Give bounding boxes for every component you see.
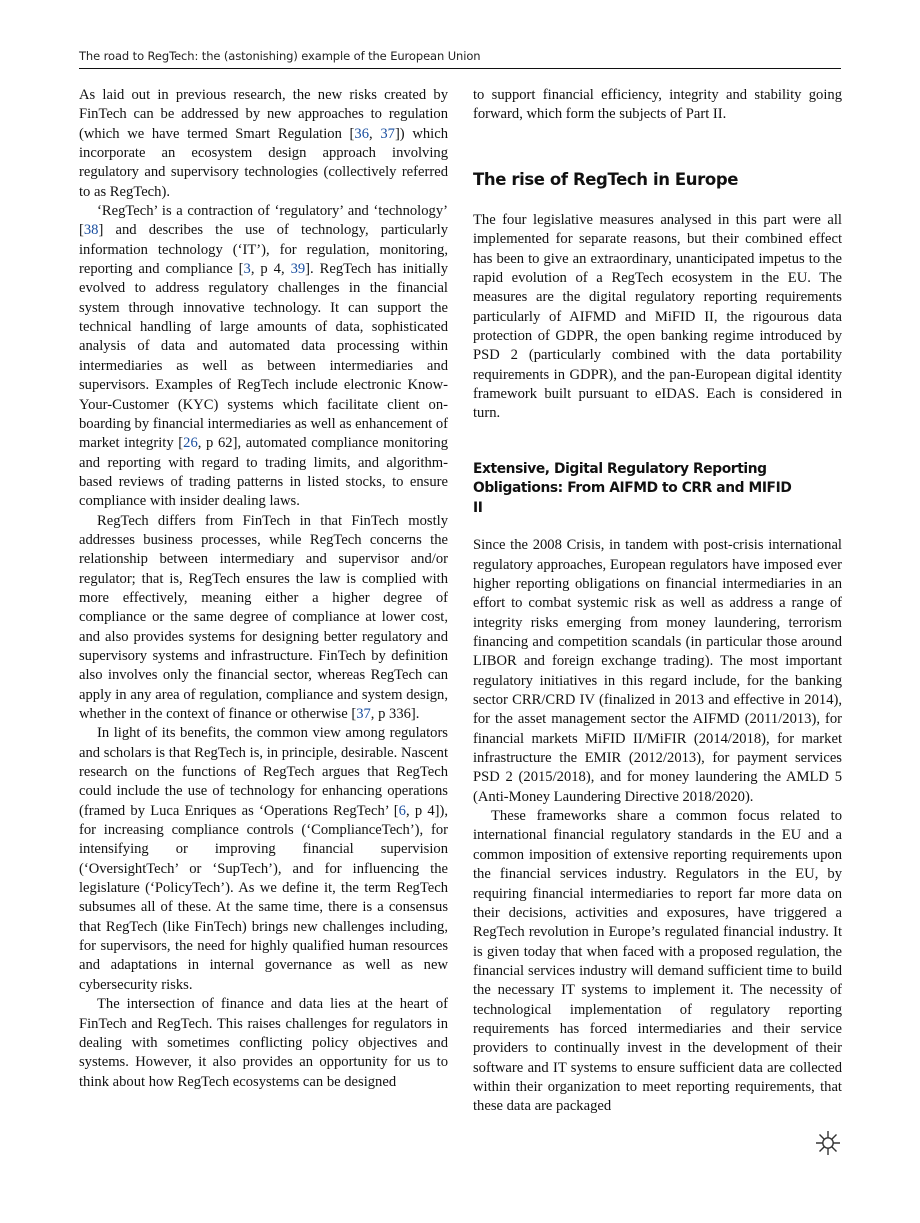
left-paragraph-4 bbox=[79, 724, 448, 995]
paragraph-text: , p 4, bbox=[250, 261, 291, 278]
citation-link[interactable]: 39 bbox=[290, 261, 306, 278]
left-paragraph-5 bbox=[79, 995, 448, 1092]
citation-link[interactable]: 37 bbox=[356, 706, 371, 722]
paragraph-text: ]) which incorporate an ecosystem design approach involving regulatory and supervisory technologies (collectively referred to as RegTech). bbox=[79, 125, 448, 200]
paragraph-text: In light of its benefits, the common view among regulators and scholars is that RegTech is, in principle, desirable. Nascent research on the functions of RegTech argues that RegTech could include the use of technology for enhancing operations (framed by Luca Enriques as ‘Operations RegTech’ [ bbox=[79, 725, 448, 819]
citation-link[interactable]: 3 bbox=[243, 261, 251, 278]
paragraph-text: ‘RegTech’ is a contraction of ‘regulatory’ and ‘technology’ [ bbox=[79, 203, 448, 239]
citation-link[interactable]: 26 bbox=[183, 435, 198, 452]
paragraph-text: , p 336]. bbox=[370, 706, 420, 722]
paragraph-text: The intersection of finance and data lies at the heart of FinTech and RegTech. This raises challenges for regulators in dealing with sometimes conflicting policy objectives and systems. However, it also provides an opportunity for us to think about how RegTech ecosystems can be designed bbox=[79, 996, 448, 1090]
citation-link[interactable]: 36 bbox=[354, 125, 370, 142]
springer-crossmark-icon bbox=[815, 1130, 841, 1156]
right-paragraph-1: The four legislative measures analysed in this part were all implemented for separate reasons, but their combined effect has been to give an extraordinary, unanticipated impetus to the rapid evolution of a RegTech ecosystem in the EU. The measures are the digital regulatory reporting requirements particularly of AIFMD and MiFID II, the rigourous data protection of GDPR, the open banking regime introduced by PSD 2 (particularly combined with the data portability requirements in GDPR), and the pan-European digital identity framework built pursuant to eIDAS. Each is considered in turn. bbox=[473, 212, 842, 422]
paragraph-text: , bbox=[369, 125, 381, 142]
paragraph-text: ] and describes the use of technology, particularly information technology (‘IT’), for regulation, monitoring, reporting and compliance [ bbox=[79, 222, 448, 278]
left-paragraph-3 bbox=[79, 512, 448, 725]
right-paragraph-0: to support financial efficiency, integrity and stability going forward, which form the subjects of Part II. bbox=[473, 87, 842, 123]
section-heading: The rise of RegTech in Europe bbox=[473, 169, 739, 189]
running-head: The road to RegTech: the (astonishing) example of the European Union bbox=[79, 49, 481, 63]
paragraph-text: ]. RegTech has initially evolved to address regulatory challenges in the financial system through innovative technology. It can support the technical handling of large amounts of data, sophisticated analysis of data and automated data processing within intermediaries as well as between intermediaries and supervisors. Examples of RegTech include electronic Know-Your-Customer (KYC) systems which facilitate client on-boarding by financial intermediaries as well as enhancement of market integrity [ bbox=[79, 261, 449, 452]
header-rule bbox=[79, 68, 841, 69]
right-column bbox=[473, 86, 842, 1117]
right-paragraph-3: These frameworks share a common focus related to international financial regulatory standards in the EU and a common imposition of extensive reporting requirements upon the financial services industry. Regulators in the EU, by requiring financial intermediaries to report far more data on their decisions, activities and exposures, have triggered a RegTech revolution in Europe’s regulated financial industry. It is given today that when faced with a proposed regulation, the financial services industry will demand sufficient time to build the necessary IT systems to implement it. The necessity of technological implementation of regulatory reporting requirements has forced intermediaries and their service providers to continually invest in the development of their software and IT systems to ensure sufficient data are collected within their organization to meet reporting requirements, that these data are packaged bbox=[473, 808, 842, 1115]
citation-link[interactable]: 6 bbox=[398, 802, 406, 819]
left-column bbox=[79, 86, 448, 1092]
citation-link[interactable]: 38 bbox=[83, 222, 99, 239]
paragraph-text: RegTech differs from FinTech in that FinTech mostly addresses business processes, while RegTech concerns the relationship between intermediary and supervisor and/or regulator; that is, RegTech ensures the law is complied with more effectively, meaning either a higher degree of compliance or the same degree of compliance at lower cost, and also provides systems for designing better regulatory and supervisory systems and infrastructure. FinTech by definition also involves only the financial sector, whereas RegTech can apply in any area of regulation, compliance and system design, whether in the context of finance or otherwise [ bbox=[79, 512, 448, 722]
paragraph-text: , p 62], automated compliance monitoring and reporting with regard to trading limits, and algorithm-based reviews of trading patterns in listed stocks, to ensure compliance with insider dealing laws. bbox=[79, 435, 448, 510]
left-paragraph-2 bbox=[79, 202, 448, 512]
right-paragraph-2: Since the 2008 Crisis, in tandem with post-crisis international regulatory approaches, European regulators have imposed ever higher reporting obligations on financial intermediaries in an effort to combat systemic risk as well as address a range of integrity risks emerging from money laundering, terrorism financing and competition scandals (in particular those around LIBOR and foreign exchange trading). The most important regulatory initiatives in this regard include, for the banking sector CRR/CRD IV (finalized in 2013 and effective in 2014), for the asset management sector the AIFMD (2011/2013), for financial markets MiFID II/MiFIR (2014/2018), for market infrastructure the EMIR (2012/2013), for payment services PSD 2 (2015/2018), and for money laundering the AMLD 5 (Anti-Money Laundering Directive 2018/2020). bbox=[473, 537, 842, 805]
citation-link[interactable]: 37 bbox=[380, 125, 395, 142]
left-paragraph-1 bbox=[79, 86, 448, 202]
subsection-heading: Extensive, Digital Regulatory Reporting Obligations: From AIFMD to CRR and MIFID II bbox=[473, 460, 792, 516]
paragraph-text: , p 4]), for increasing compliance controls (‘ComplianceTech’), for intensifying or improving financial supervision (‘OversightTech’ or ‘SupTech’), and for influencing the legislature (‘PolicyTech’). As we define it, the term RegTech subsumes all of these. At the same time, there is a consensus that RegTech (like FinTech) brings new challenges including, for supervisors, the need for highly qualified human resources and adaptations in internal governance as well as new cybersecurity risks. bbox=[79, 802, 448, 993]
paragraph-text: As laid out in previous research, the new risks created by FinTech can be addressed by new approaches to regulation (which we have termed Smart Regulation [ bbox=[79, 87, 448, 142]
